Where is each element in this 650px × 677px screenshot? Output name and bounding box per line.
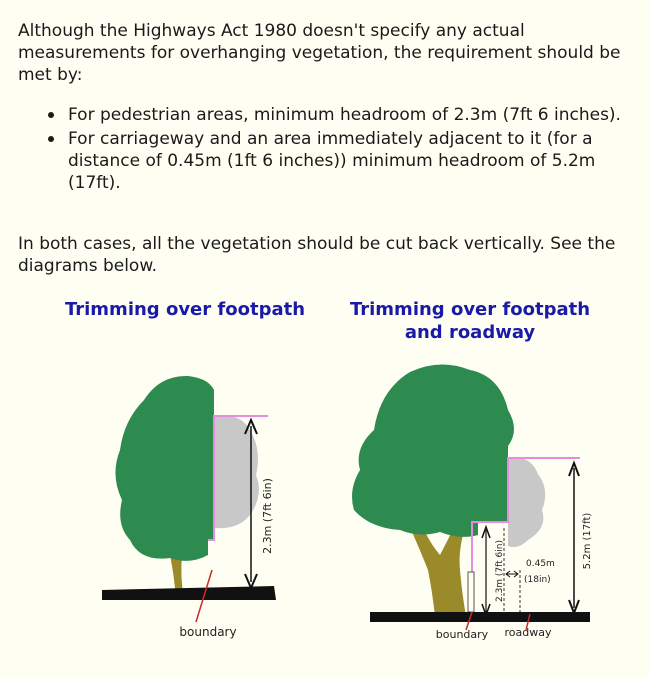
footpath-trimming-diagram	[100, 350, 300, 650]
list-item: For pedestrian areas, minimum headroom of 2.3m (7ft 6 inches).	[18, 104, 638, 126]
footpath-height-label: 2.3m (7ft 6in)	[495, 539, 505, 603]
roadway-height-label: 5.2m (17ft)	[582, 512, 593, 570]
trimmed-foliage	[214, 415, 259, 528]
ground-bar	[102, 586, 276, 600]
footpath-roadway-trimming-diagram	[340, 350, 600, 650]
ground-bar	[370, 612, 590, 622]
gap-label-metres: 0.45m	[526, 559, 555, 569]
list-item: For carriageway and an area immediately adjacent to it (for a distance of 0.45m (1ft 6 inches)) minimum headroom of 5.2m (17ft).	[18, 128, 638, 194]
roadway-label: roadway	[504, 626, 552, 639]
footpath-roadway-diagram-caption: Trimming over footpath and roadway	[349, 299, 591, 343]
outro-paragraph: In both cases, all the vegetation should be cut back vertically. See the diagrams below.	[18, 234, 616, 276]
tree-trunk	[412, 525, 466, 616]
requirements-list	[18, 104, 638, 196]
footpath-diagram-caption: Trimming over footpath	[64, 299, 306, 320]
boundary-label: boundary	[435, 628, 489, 641]
boundary-post	[468, 572, 474, 612]
intro-paragraph: Although the Highways Act 1980 doesn't specify any actual measurements for overhanging vegetation, the requirement should be met by:	[18, 21, 621, 85]
height-label: 2.3m (7ft 6in)	[261, 478, 274, 554]
boundary-label: boundary	[179, 625, 237, 639]
tree-foliage	[115, 376, 214, 561]
tree-foliage	[352, 364, 514, 536]
gap-label-inches: (18in)	[524, 575, 551, 585]
